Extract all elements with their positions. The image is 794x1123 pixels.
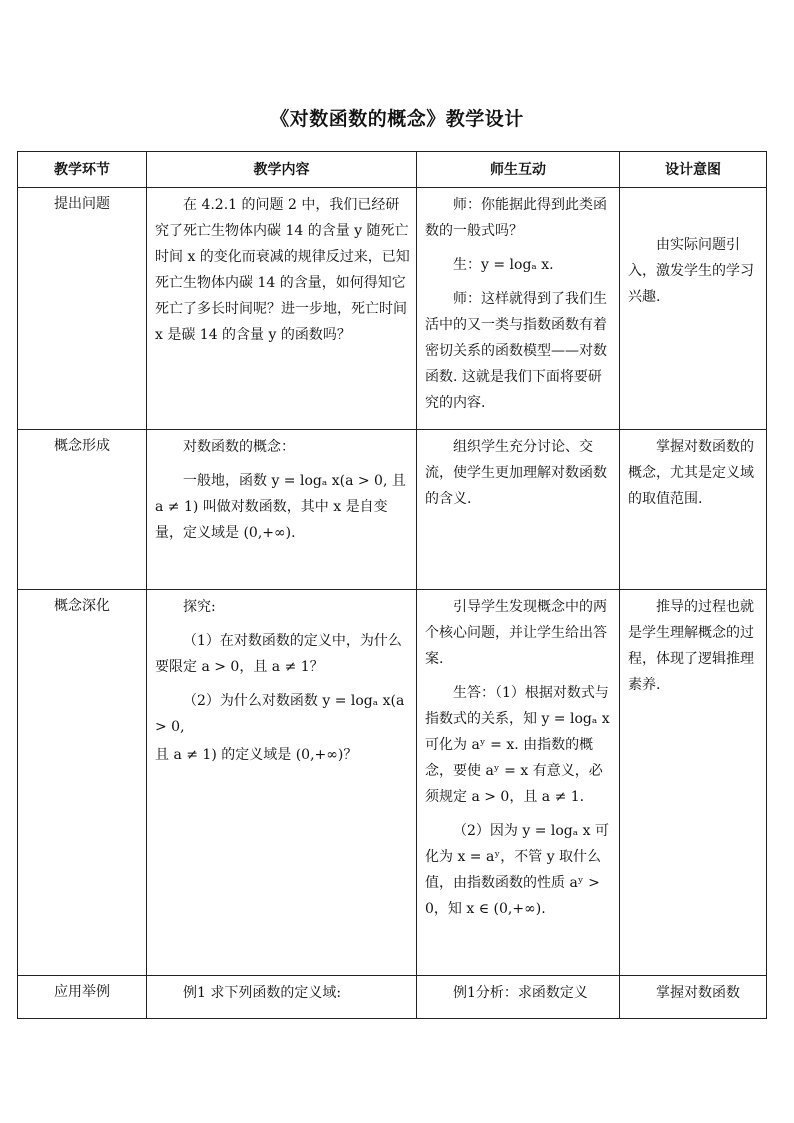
content-cell bbox=[147, 976, 417, 1019]
content-paragraph: （2）为什么对数函数 y = logₐ x(a > 0, bbox=[155, 693, 405, 735]
table-row bbox=[18, 976, 767, 1019]
header-content: 教学内容 bbox=[147, 152, 417, 188]
content-cell bbox=[147, 188, 417, 430]
interaction-paragraph: 师：这样就得到了我们生活中的又一类与指数函数有着密切关系的函数模型——对数函数. 这就是我们下面将要研究的内容. bbox=[425, 291, 607, 411]
header-stage: 教学环节 bbox=[18, 152, 147, 188]
content-paragraph: 一般地，函数 y = logₐ x(a > 0, 且 a ≠ 1) 叫做对数函数，其中 x 是自变量，定义域是 (0,+∞). bbox=[155, 473, 406, 541]
stage-cell: 应用举例 bbox=[18, 976, 147, 1019]
interaction-cell bbox=[417, 188, 620, 430]
document-title: 《对数函数的概念》教学设计 bbox=[270, 108, 524, 130]
content-cell bbox=[147, 430, 417, 590]
intent-paragraph: 掌握对数函数的概念，尤其是定义域的取值范围. bbox=[628, 439, 754, 507]
interaction-paragraph: 生答：（1）根据对数式与指数式的关系，知 y = logₐ x 可化为 aʸ = x. 由指数的概念，要使 aʸ = x 有意义，必须规定 a > 0，且 a ≠ 1. bbox=[425, 685, 610, 805]
stage-cell: 概念形成 bbox=[18, 430, 147, 590]
interaction-paragraph: 师：你能据此得到此类函数的一般式吗？ bbox=[425, 197, 607, 239]
content-cell bbox=[147, 590, 417, 976]
interaction-paragraph: 引导学生发现概念中的两个核心问题，并让学生给出答案. bbox=[425, 599, 607, 667]
content-paragraph: 在 4.2.1 的问题 2 中，我们已经研究了死亡生物体内碳 14 的含量 y 随死亡时间 x 的变化而衰减的规律反过来，已知死亡生物体内碳 14 的含量，如何得知它死亡了多长时间呢？进一步地，死亡时间 x 是碳 14 的含量 y 的函数吗？ bbox=[155, 197, 410, 343]
lesson-plan-table bbox=[17, 151, 767, 1019]
intent-paragraph: 掌握对数函数 bbox=[656, 985, 740, 1001]
table-row bbox=[18, 590, 767, 976]
intent-cell bbox=[620, 188, 767, 430]
interaction-paragraph: 生：y = logₐ x. bbox=[453, 257, 554, 273]
content-paragraph: 且 a ≠ 1) 的定义域是 (0,+∞)？ bbox=[155, 747, 358, 763]
interaction-cell bbox=[417, 430, 620, 590]
interaction-paragraph: 例1分析：求函数定义 bbox=[453, 985, 588, 1001]
content-paragraph: 例1 求下列函数的定义域: bbox=[183, 985, 342, 1001]
intent-cell bbox=[620, 976, 767, 1019]
table-row bbox=[18, 430, 767, 590]
interaction-paragraph: （2）因为 y = logₐ x 可化为 x = aʸ，不管 y 取什么值，由指数函数的性质 aʸ > 0，知 x ∈ (0,+∞). bbox=[425, 823, 609, 917]
intent-paragraph: 推导的过程也就是学生理解概念的过程，体现了逻辑推理素养. bbox=[628, 599, 754, 693]
content-paragraph: （1）在对数函数的定义中，为什么要限定 a > 0，且 a ≠ 1？ bbox=[155, 633, 402, 675]
interaction-paragraph: 组织学生充分讨论、交流，使学生更加理解对数函数的含义. bbox=[425, 439, 607, 507]
intent-cell bbox=[620, 590, 767, 976]
header-intent: 设计意图 bbox=[620, 152, 767, 188]
content-paragraph: 探究: bbox=[183, 599, 216, 615]
intent-cell bbox=[620, 430, 767, 590]
stage-cell: 提出问题 bbox=[18, 188, 147, 430]
interaction-cell bbox=[417, 976, 620, 1019]
intent-paragraph: 由实际问题引入，激发学生的学习兴趣. bbox=[628, 237, 754, 305]
table-header-row bbox=[18, 152, 767, 188]
interaction-cell bbox=[417, 590, 620, 976]
stage-cell: 概念深化 bbox=[18, 590, 147, 976]
table-row bbox=[18, 188, 767, 430]
header-interaction: 师生互动 bbox=[417, 152, 620, 188]
content-paragraph: 对数函数的概念： bbox=[183, 439, 295, 455]
